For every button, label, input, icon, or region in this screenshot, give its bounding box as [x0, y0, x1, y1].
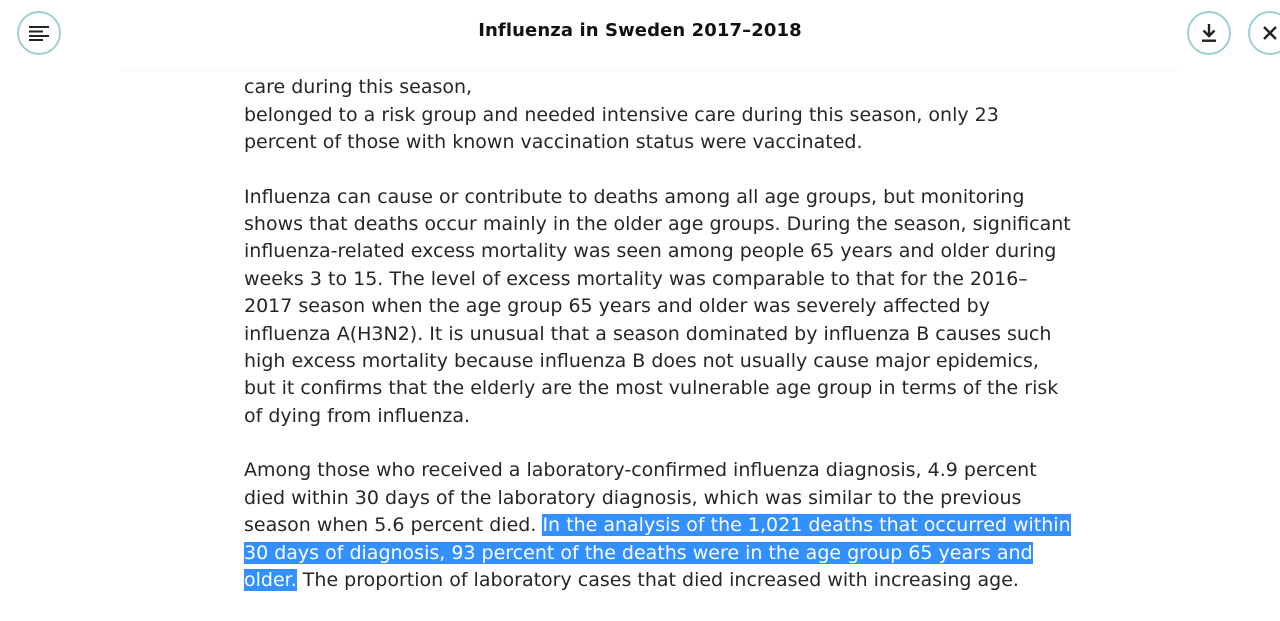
- close-icon: [1262, 25, 1278, 41]
- close-button[interactable]: [1248, 11, 1280, 55]
- top-bar: [0, 0, 1280, 70]
- paragraph-text: belonged to a risk group and needed intensive care during this season, only 23 percent of those with known vaccination status were vaccinated.: [244, 103, 999, 154]
- paragraph-cut-text: care during this season,: [244, 76, 473, 99]
- download-icon: [1200, 23, 1218, 43]
- download-button[interactable]: [1187, 11, 1231, 55]
- page-title: Influenza in Sweden 2017–2018: [478, 20, 802, 41]
- paragraph-deaths: [244, 457, 1074, 594]
- paragraph-excess-mortality: Influenza can cause or contribute to deaths among all age groups, but monitoring shows that deaths occur mainly in the older age groups. During the season, significant influenza-related excess mortality was seen among people 65 years and older during weeks 3 to 15. The level of excess mortality was comparable to that for the 2016–2017 season when the age group 65 years and older was severely affected by influenza A(H3N2). It is unusual that a season dominated by influenza B causes such high excess mortality because influenza B does not usually cause major epidemics, but it confirms that the elderly are the most vulnerable age group in terms of the risk of dying from influenza.: [244, 185, 1071, 427]
- paragraph-text: The proportion of laboratory cases that died increased with increasing age.: [296, 568, 1019, 591]
- article-body: [244, 47, 1074, 621]
- paragraph-text: Among those who received a laboratory-confirmed influenza diagnosis, 4.9 percent died within 30 days of the laboratory diagnosis, which was similar to the previous season when 5.6 percent died.: [244, 459, 1037, 537]
- selected-text[interactable]: In the analysis of the 1,021 deaths that occurred within 30 days of diagnosis, 93 percent of the deaths were in the age group 65 years and older.: [244, 514, 1071, 591]
